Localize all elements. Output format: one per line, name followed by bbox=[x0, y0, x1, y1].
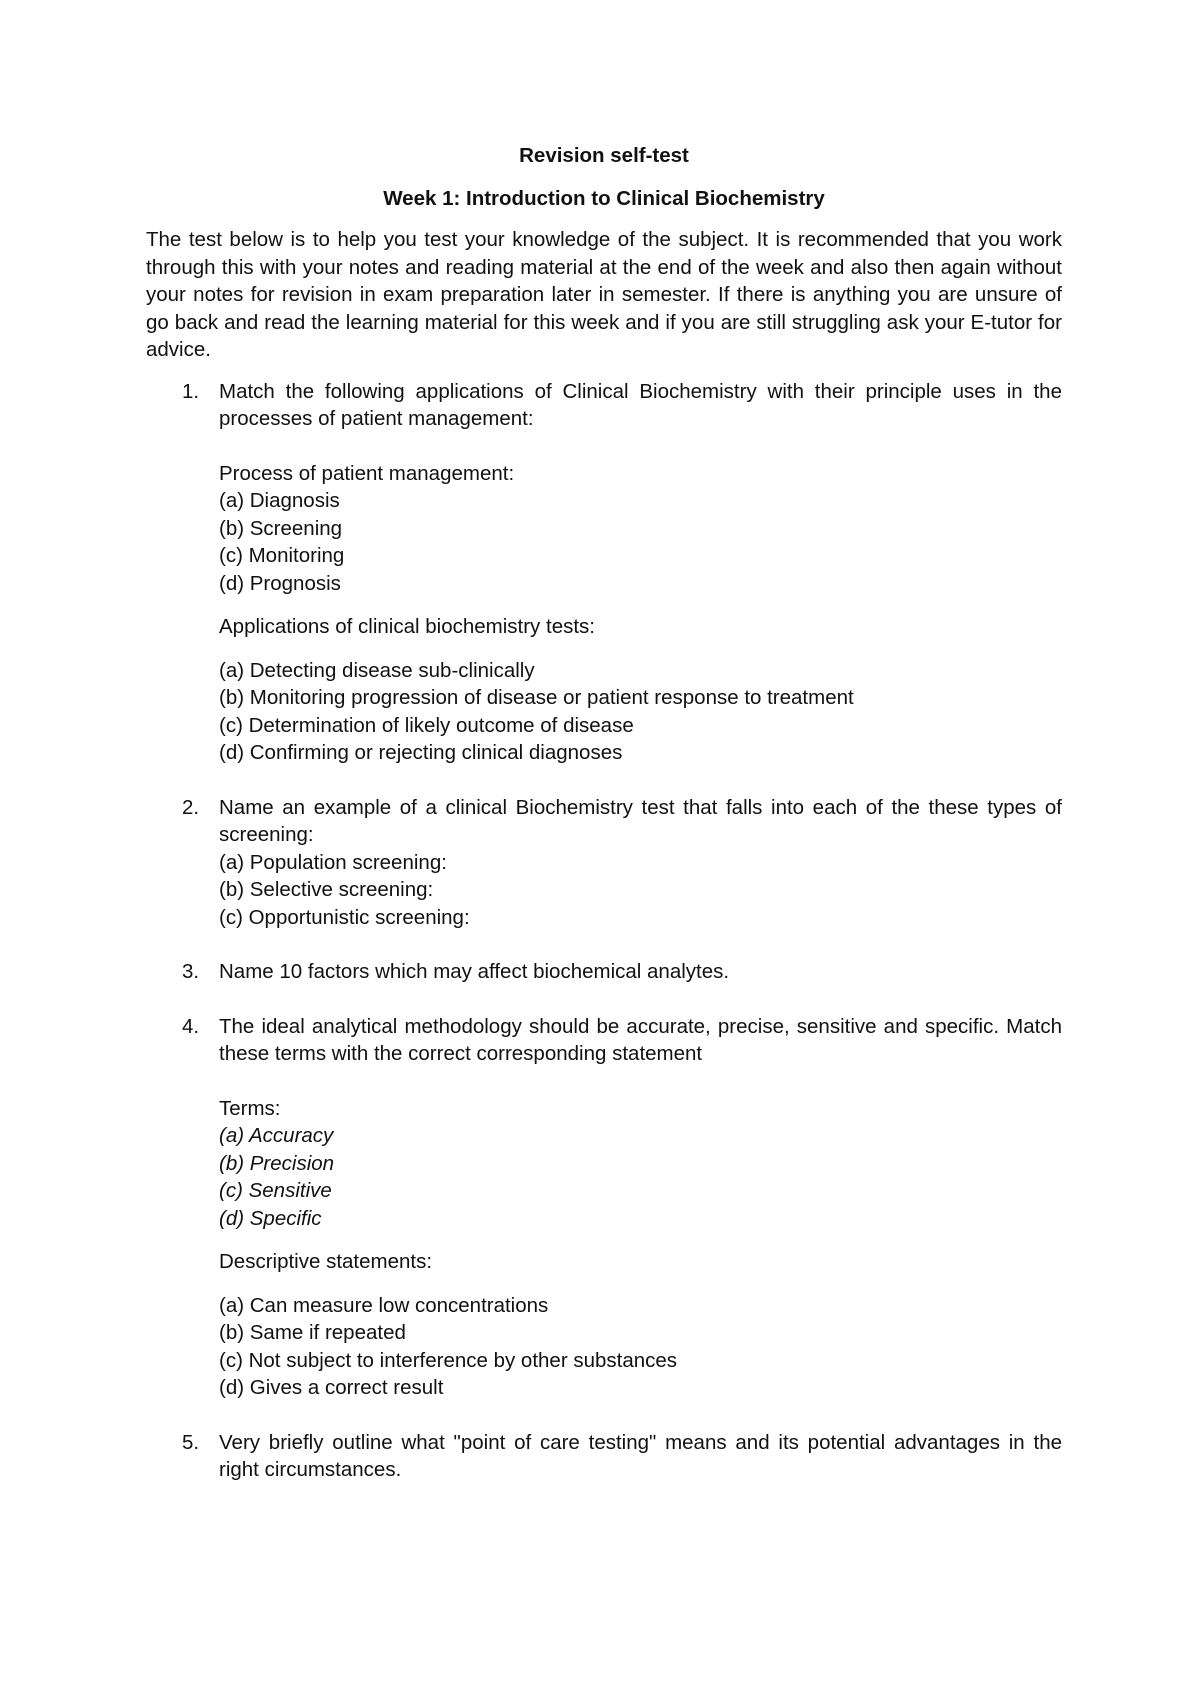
intro-paragraph: The test below is to help you test your knowledge of the subject. It is recommended that you work through this with your notes and reading material at the end of the week and also then again without your notes for revision in exam preparation later in semester. If there is anything you are unsure of go back and read the learning material for this week and if you are still struggling ask your E-tutor for advice. bbox=[146, 228, 1062, 361]
group-label: Descriptive statements: bbox=[219, 1250, 433, 1273]
option-list bbox=[219, 1122, 1062, 1232]
group-label: Terms: bbox=[219, 1096, 281, 1120]
list-item: (b) Screening bbox=[219, 516, 343, 540]
question-text: Match the following applications of Clinical Biochemistry with their principle uses in the processes of patient management: bbox=[219, 379, 1062, 430]
list-item: (a) Accuracy bbox=[219, 1124, 334, 1147]
group-label: Process of patient management: bbox=[219, 461, 515, 485]
question-text: Name 10 factors which may affect biochemical analytes. bbox=[219, 960, 730, 983]
question-number: 4. bbox=[182, 1014, 200, 1038]
option-list bbox=[219, 487, 1062, 597]
question-2 bbox=[146, 794, 1062, 932]
list-item: (d) Prognosis bbox=[219, 571, 341, 595]
list-item: (d) Confirming or rejecting clinical diagnoses bbox=[219, 741, 623, 764]
list-item: (a) Detecting disease sub-clinically bbox=[219, 658, 535, 682]
question-5 bbox=[146, 1429, 1062, 1484]
question-number: 3. bbox=[182, 960, 200, 983]
list-item: (a) Can measure low concentrations bbox=[219, 1293, 549, 1317]
list-item: (a) Population screening: bbox=[219, 850, 447, 874]
option-list bbox=[219, 1292, 1062, 1402]
question-number: 1. bbox=[182, 379, 200, 403]
document-title: Revision self-test bbox=[519, 144, 689, 167]
question-1 bbox=[146, 378, 1062, 767]
document-page bbox=[146, 141, 1062, 1484]
option-list bbox=[219, 657, 1062, 767]
list-item: (c) Opportunistic screening: bbox=[219, 905, 470, 929]
list-item: (d) Gives a correct result bbox=[219, 1376, 444, 1399]
question-text: Very briefly outline what "point of care testing" means and its potential advantages in the right circumstances. bbox=[219, 1430, 1062, 1481]
question-3 bbox=[146, 958, 1062, 986]
list-item: (a) Diagnosis bbox=[219, 489, 340, 512]
list-item: (d) Specific bbox=[219, 1206, 322, 1230]
list-item: (b) Monitoring progression of disease or patient response to treatment bbox=[219, 686, 854, 709]
list-item: (c) Monitoring bbox=[219, 544, 345, 567]
list-item: (c) Not subject to interference by other substances bbox=[219, 1348, 678, 1372]
list-item: (b) Precision bbox=[219, 1151, 335, 1175]
question-number: 5. bbox=[182, 1430, 200, 1454]
question-text: Name an example of a clinical Biochemistry test that falls into each of the these types of screening: bbox=[219, 795, 1062, 846]
document-subtitle: Week 1: Introduction to Clinical Biochemistry bbox=[383, 187, 825, 210]
list-item: (b) Same if repeated bbox=[219, 1321, 406, 1344]
list-item: (c) Determination of likely outcome of disease bbox=[219, 713, 634, 737]
question-text: The ideal analytical methodology should be accurate, precise, sensitive and specific. Match these terms with the correct corresponding statement bbox=[219, 1014, 1062, 1065]
group-label: Applications of clinical biochemistry tests: bbox=[219, 615, 595, 638]
question-4 bbox=[146, 1013, 1062, 1402]
list-item: (c) Sensitive bbox=[219, 1179, 332, 1202]
question-number: 2. bbox=[182, 795, 200, 819]
list-item: (b) Selective screening: bbox=[219, 878, 434, 901]
option-list bbox=[219, 849, 1062, 932]
question-list bbox=[146, 378, 1062, 1484]
